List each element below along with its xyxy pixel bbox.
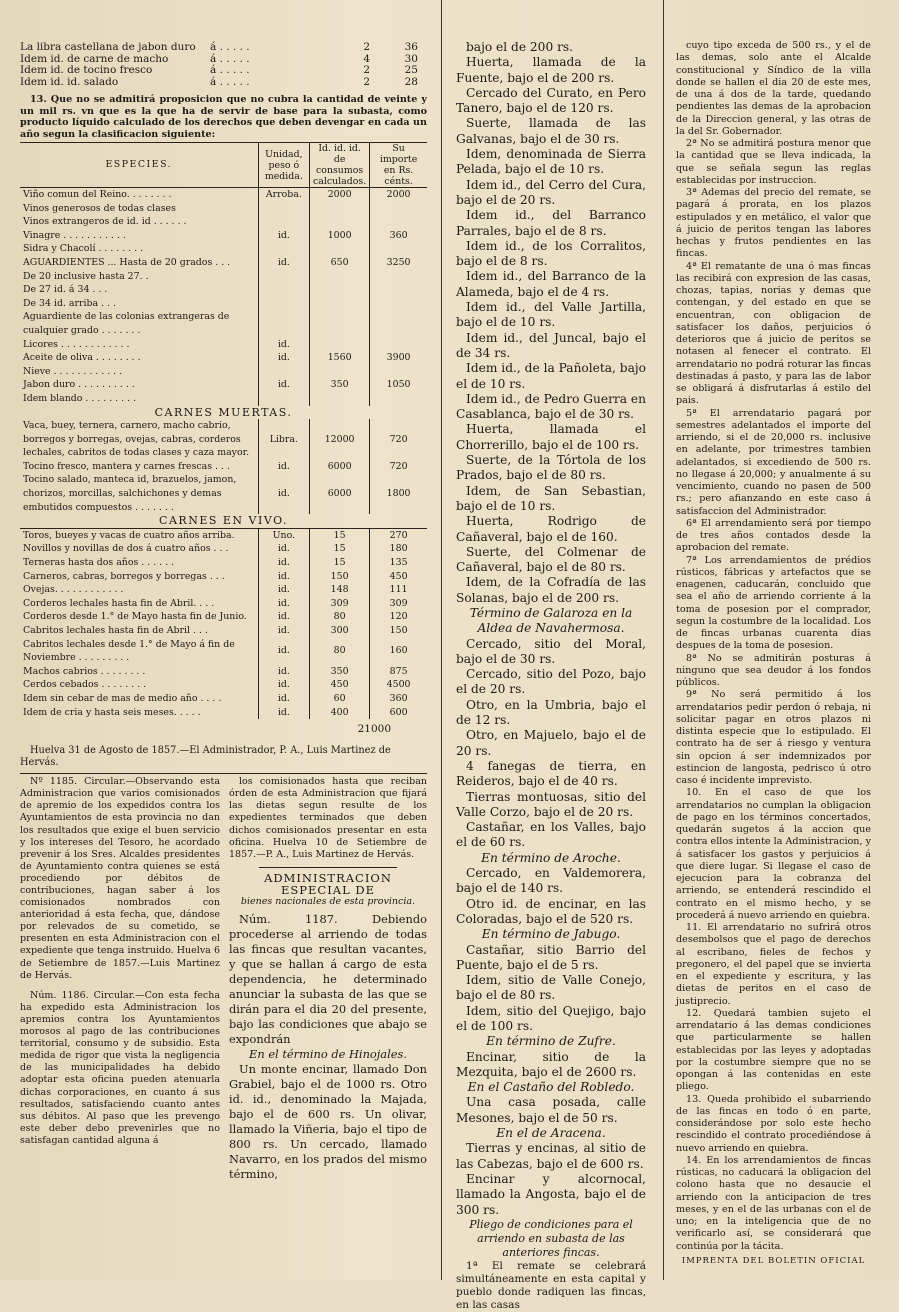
- list-item: 6ª El arrendamiento será por tiempo de tres años contados desde la aprobacion del remate.: [676, 517, 871, 554]
- table-row: [20, 392, 427, 406]
- cell-esp: Terneras hasta dos años . . . . . .: [23, 557, 175, 569]
- condition-13-intro: 13. Que no se admitirá proposicion que no cubra la cantidad de veinte y un mil rs. vn que es la que ha de servir de base para la subasta, como producto líquido calculado de los derechos que deben devengar en cada un año segun la clasificacion siguiente:: [20, 94, 427, 140]
- cell-esp: Aceite de oliva . . . . . . . .: [23, 352, 141, 364]
- list-item: 11. El arrendatario no sufrirá otros desembolsos que el pago de derechos al escribano, fieles de fechos y pregonero, el del papel que se invierta en el expediente y escritura, y las dietas de peritos en el caso de justiprecio.: [676, 922, 871, 1007]
- header-consumos: Id. id. id. de consumos calculados.: [310, 143, 370, 188]
- cell-ids: 15: [310, 542, 370, 556]
- cell-ids: 1000: [310, 229, 370, 243]
- cell-esp: De 34 id. arriba . . .: [23, 297, 116, 309]
- list-item: Suerte, llamada de las Galvanas, bajo el de 30 rs.: [456, 116, 646, 146]
- cell-imp: [370, 338, 427, 352]
- cell-ids: 80: [310, 638, 370, 665]
- column-left: [20, 42, 427, 1280]
- cell-imp: 3250: [370, 256, 427, 270]
- cell-ids: 309: [310, 597, 370, 611]
- cell-imp: 150: [370, 624, 427, 638]
- heading-pliego: Pliego de condiciones para el arriendo en subasta de las anteriores fincas.: [469, 1217, 633, 1259]
- price-line: [20, 42, 427, 54]
- cell-uni: id.: [258, 624, 309, 638]
- price-line-c: 2: [363, 75, 370, 88]
- list-item: Cercado del Curato, en Pero Tanero, bajo el de 120 rs.: [456, 85, 646, 116]
- cell-esp: Sidra y Chacolí . . . . . . . .: [23, 243, 144, 255]
- cell-ids: 2000: [310, 188, 370, 202]
- cell-imp: 120: [370, 610, 427, 624]
- cell-ids: [310, 338, 370, 352]
- cell-ids: 15: [310, 556, 370, 570]
- price-list: [20, 42, 427, 88]
- list-item: 5ª El arrendatario pagará por semestres adelantados el importe del arriendo, si el de 20,000 rs. inclusive en adelante, por trimestres tambien adelantados, si excediendo de 500 rs. no llegase á 20,000; y anualmente á su vencimiento, cuando no pasen de 500 rs.; pero afianzando en este caso á satisfaccion del Administrador.: [676, 407, 871, 517]
- notices-left: [20, 776, 220, 1182]
- table-row: [20, 378, 427, 392]
- list-item: 13. Queda prohibido el subarriendo de las fincas en todo ó en parte, considerándose por solo este hecho rescindido el contrato procediéndose á nuevo arriendo en quiebra.: [676, 1093, 871, 1154]
- cell-imp: 720: [370, 460, 427, 474]
- cell-ids: 1560: [310, 351, 370, 365]
- cell-imp: 360: [370, 692, 427, 706]
- list-item: Encinar, sitio de la Mezquita, bajo el de 2600 rs.: [456, 1049, 646, 1079]
- cell-esp: Vinos generosos de todas clases: [23, 202, 176, 214]
- list-item: Tierras y encinas, al sitio de las Cabezas, bajo el de 600 rs.: [456, 1141, 646, 1171]
- cell-uni: [258, 297, 309, 311]
- admin-header: ADMINISTRACION ESPECIAL DE: [264, 870, 392, 897]
- cell-esp: Vinos extrangeros de id. id . . . . . .: [23, 216, 187, 228]
- cell-uni: id.: [258, 556, 309, 570]
- price-line-b: á . . . . .: [210, 41, 250, 53]
- list-item: 10. En el caso de que los arrendatarios no cumplan la obligacion de pago en los términos concertados, quedarán sugetos á la accion que contra ellos intente la Administracion, y á satisfacer los gastos y perjuicios á que diere lugar. Si llegase el caso de ejecucion para la cobranza del arriendo, se entenderá rescindido el contrato en el mismo hecho, y se procederá á nuevo arriendo en quiebra.: [676, 787, 871, 921]
- cell-esp: Idem de cria y hasta seis meses. . . . .: [23, 706, 201, 718]
- list-item: Idem, de San Sebastian, bajo el de 10 rs.: [456, 483, 646, 513]
- price-line-b: á . . . . .: [210, 64, 250, 76]
- list-item: Suerte, del Colmenar de Cañaveral, bajo el de 80 rs.: [456, 544, 646, 575]
- cell-imp: 309: [370, 597, 427, 611]
- header-especies: ESPECIES.: [20, 143, 258, 188]
- cell-esp: Vinagre . . . . . . . . . . .: [23, 229, 126, 241]
- cell-ids: [310, 242, 370, 256]
- cell-uni: id.: [258, 542, 309, 556]
- list-item: Idem, sitio de Valle Conejo, bajo el de 80 rs.: [456, 973, 646, 1003]
- heading-galaroza: Término de Galaroza en la Aldea de Navahermosa.: [469, 605, 633, 636]
- list-item: Encinar y alcornocal, llamado la Angosta, bajo el de 300 rs.: [456, 1171, 646, 1217]
- cell-uni: Uno.: [258, 528, 309, 542]
- cell-uni: id.: [258, 638, 309, 665]
- price-line-a: Idem id. de tocino fresco: [20, 64, 153, 76]
- table-total: 21000: [357, 723, 391, 736]
- table-row: [20, 188, 427, 202]
- cell-esp: Vaca, buey, ternera, carnero, macho cabrio, borregos y borregas, ovejas, cabras, corderos lechales, cabritos de todas clases y caza mayor.: [23, 420, 250, 459]
- table-row: [20, 624, 427, 638]
- table-row: [20, 473, 427, 514]
- list-item: Cercado, en Valdemorera, bajo el de 140 rs.: [456, 866, 646, 896]
- cell-esp: Tocino salado, manteca id, brazuelos, jamon, chorizos, morcillas, salchichones y demas embutidos compuestos . . . . . . .: [23, 474, 237, 513]
- list-item: 7ª Los arrendamientos de prédios rústicos, fábricas y artefactos que se enagenen, caducarán, concluido que sea el año de arriendo corriente á la toma de posesion por el comprador, segun la costumbre de la localidad. Los de fincas urbanas cuarenta dias despues de la toma de posesion.: [676, 554, 871, 652]
- cell-imp: 4500: [370, 678, 427, 692]
- cell-imp: 360: [370, 229, 427, 243]
- table-row: [20, 638, 427, 665]
- list-item: Idem id., del Barranco de la Alameda, bajo el de 4 rs.: [456, 269, 646, 299]
- list-item: Una casa posada, calle Mesones, bajo el de 50 rs.: [456, 1095, 646, 1125]
- cell-esp: Viño comun del Reino. . . . . . . .: [23, 189, 172, 200]
- list-item: Idem id., del Cerro del Cura, bajo el de 20 rs.: [456, 177, 646, 207]
- cell-esp: De 20 inclusive hasta 27. .: [23, 270, 149, 282]
- column-right: [676, 40, 871, 1278]
- cell-esp: Idem sin cebar de mas de medio año . . . .: [23, 692, 222, 704]
- cell-uni: [258, 202, 309, 216]
- cell-ids: [310, 392, 370, 406]
- cell-esp: Aguardiente de las colonias extrangeras de cualquier grado . . . . . . .: [23, 311, 230, 336]
- cell-ids: 450: [310, 678, 370, 692]
- price-line-a: Idem id. id. salado: [20, 75, 119, 88]
- cell-uni: [258, 365, 309, 379]
- list-item: 2ª No se admitirá postura menor que la cantidad que se lleva indicada, la que se señala segun las reglas establecidas por instruccion.: [676, 138, 871, 186]
- table-row: [20, 365, 427, 379]
- cell-esp: Novillos y novillas de dos á cuatro años . . .: [23, 543, 229, 555]
- cell-esp: Nieve . . . . . . . . . . . .: [23, 365, 123, 377]
- notice-1187: Núm. 1187. Debiendo procederse al arriendo de todas las fincas que resultan vacantes, y que se hallan á cargo de esta dependencia, he determinado anunciar la subasta de las que se dirán para el dia 20 del presente, bajo las condiciones que abajo se expondrán: [229, 912, 427, 1047]
- cell-esp: Cabritos lechales desde 1.° de Mayo á fin de Noviembre . . . . . . . . .: [23, 638, 235, 664]
- table-row: [20, 338, 427, 352]
- list-item: Huerta, Rodrigo de Cañaveral, bajo el de 160.: [456, 514, 646, 544]
- table-row: [20, 597, 427, 611]
- cell-uni: id.: [258, 378, 309, 392]
- cell-uni: id.: [258, 665, 309, 679]
- price-line-d: 25: [404, 64, 418, 76]
- cell-ids: 6000: [310, 460, 370, 474]
- table-row: [20, 229, 427, 243]
- cell-ids: [310, 310, 370, 337]
- cell-ids: 80: [310, 610, 370, 624]
- admin-subheader: bienes nacionales de esta provincia.: [240, 896, 416, 907]
- heading-aroche: En término de Aroche.: [481, 850, 621, 865]
- list-item: Otro, en la Umbria, bajo el de 12 rs.: [456, 697, 646, 728]
- heading-aracena: En el de Aracena.: [496, 1126, 606, 1141]
- cell-imp: [370, 242, 427, 256]
- cell-ids: 148: [310, 583, 370, 597]
- list-item: 14. En los arrendamientos de fincas rústicas, no caducará la obligacion del colono hasta que no desaucie el arriendo con la anticipacion de tres meses, y en el de las urbanas con el de uno; en la inteligencia que de no verificarlo así, se considerará que continúa por la tácita.: [676, 1154, 871, 1252]
- section-title-carnes-muertas: CARNES MUERTAS.: [154, 405, 293, 419]
- cell-ids: [310, 297, 370, 311]
- table-row: [20, 610, 427, 624]
- cell-uni: [258, 310, 309, 337]
- cell-ids: 150: [310, 570, 370, 584]
- list-item: Otro id. de encinar, en las Coloradas, bajo el de 520 rs.: [456, 896, 646, 926]
- notices-right: [229, 776, 427, 1182]
- cell-uni: id.: [258, 706, 309, 720]
- list-item: Idem, de la Cofradía de las Solanas, bajo el de 200 rs.: [456, 575, 646, 605]
- cell-imp: [370, 215, 427, 229]
- cell-esp: AGUARDIENTES ... Hasta de 20 grados . . .: [23, 256, 231, 268]
- table-row: [20, 202, 427, 216]
- cell-esp: Jabon duro . . . . . . . . . .: [23, 379, 135, 391]
- notice-1186-continued: los comisionados hasta que reciban órden de esta Administracion que fijará las dietas segun resulte de los expedientes terminados que deben dichos comisionados presentar en esta oficina. Huelva 10 de Setiembre de 1857.—P. A., Luis Martinez de Hervás.: [229, 776, 427, 860]
- cell-ids: 15: [310, 528, 370, 542]
- list-item: Idem id., del Barranco Parrales, bajo el de 8 rs.: [456, 208, 646, 238]
- cell-uni: id.: [258, 351, 309, 365]
- list-item: 12. Quedará tambien sujeto el arrendatario á las demas condiciones que particularmente se hallen establecidas por las leyes y adoptadas por la costumbre siempre que no se opongan á las contenidas en este pliego.: [676, 1007, 871, 1093]
- cell-ids: 6000: [310, 473, 370, 514]
- table-row: [20, 351, 427, 365]
- cell-imp: [370, 297, 427, 311]
- cell-esp: Carneros, cabras, borregos y borregas . . .: [23, 570, 225, 582]
- notice-1185: Nº 1185. Circular.—Observando esta Administracion que varios comisionados de apremio de los expedidos contra los Ayuntamientos de esta provincia no dan los resultados que exige el buen servicio y los intereses del Tesoro, he acordado prevenir á los Sres. Alcaldes presidentes de Ayuntamiento contra quienes se está procediendo por débitos de contribuciones, hagan saber á los comisionados nombrados con anterioridad á esta fecha, que, dándose por relevados de su cometido, se presenten en esta Administracion con el expediente que tenga instruido. Huelva 6 de Setiembre de 1857.—Luis Martinez de Hervás.: [20, 776, 220, 981]
- price-line-c: 4: [363, 52, 370, 65]
- cell-ids: 350: [310, 665, 370, 679]
- list-item: 8ª No se admitirán posturas á ninguno que sea deudor á los fondos públicos.: [676, 652, 871, 688]
- hinojales-list: Un monte encinar, llamado Don Grabiel, bajo el de 1000 rs. Otro id. id., denominado la Majada, bajo el de 600 rs. Un olivar, llamado la Viñeria, bajo el tipo de 800 rs. Un cercado, llamado Navarro, en los prados del mismo término,: [229, 1062, 427, 1182]
- cell-uni: [258, 283, 309, 297]
- table-row: [20, 242, 427, 256]
- list-item: Idem id., de Pedro Guerra en Casablanca, bajo el de 30 rs.: [456, 391, 646, 422]
- list-item: Idem id., del Valle Jartilla, bajo el de 10 rs.: [456, 300, 646, 330]
- list-item: 9ª No será permitido á los arrendatarios pedir perdon ó rebaja, ni solicitar pagar en otros plazos ni distinta especie que lo estipulado. El contrato ha de ser á riesgo y ventura sin opcion á ser indemnizados por estincion de langosta, pedrisco ú otro caso é incidente imprevisto.: [676, 689, 871, 786]
- list-item: cuyo tipo exceda de 500 rs., y el de las demas, solo ante el Alcalde constitucional y Síndico de la villa donde se hallen el dia 20 de este mes, de una á dos de la tarde, quedando pendientes las demas de la aprobacion de la Direccion general, y las otras de la del Sr. Gobernador.: [676, 40, 871, 137]
- cell-uni: id.: [258, 597, 309, 611]
- cell-uni: [258, 392, 309, 406]
- cell-ids: 60: [310, 692, 370, 706]
- price-line-c: 2: [363, 41, 370, 53]
- cell-imp: 875: [370, 665, 427, 679]
- cell-esp: Toros, bueyes y vacas de cuatro años arriba.: [23, 529, 235, 541]
- cell-esp: Cerdos cebados . . . . . . . .: [23, 679, 147, 691]
- price-line: [20, 65, 427, 77]
- table-row: [20, 583, 427, 597]
- list-item: Suerte, de la Tórtola de los Prados, bajo el de 80 rs.: [456, 453, 646, 483]
- table-row: [20, 528, 427, 542]
- list-item: 4 fanegas de tierra, en Reideros, bajo el de 40 rs.: [456, 758, 646, 789]
- cell-ids: 400: [310, 706, 370, 720]
- table-row: [20, 570, 427, 584]
- cell-imp: 3900: [370, 351, 427, 365]
- cell-imp: 111: [370, 583, 427, 597]
- cell-imp: 450: [370, 570, 427, 584]
- heading-hinojales: En el término de Hinojales.: [249, 1047, 407, 1062]
- list-item: Castañar, en los Valles, bajo el de 60 rs.: [456, 820, 646, 850]
- list-item: Idem id., de los Corralitos, bajo el de 8 rs.: [456, 238, 646, 269]
- notices-block: [20, 776, 427, 1182]
- list-item: Idem, denominada de Sierra Pelada, bajo el de 10 rs.: [456, 147, 646, 177]
- list-item: Huerta, llamada de la Fuente, bajo el de 200 rs.: [456, 55, 646, 85]
- cell-uni: [258, 242, 309, 256]
- section-title-carnes-en-vivo: CARNES EN VIVO.: [20, 514, 427, 528]
- cell-esp: Corderos desde 1.° de Mayo hasta fin de Junio.: [23, 611, 247, 623]
- cell-imp: [370, 283, 427, 297]
- table-row: [20, 310, 427, 337]
- price-line-c: 2: [363, 64, 370, 76]
- cell-imp: [370, 365, 427, 379]
- price-line-d: 36: [404, 41, 418, 53]
- column-middle: [456, 40, 646, 1311]
- cell-uni: id.: [258, 570, 309, 584]
- cell-esp: Corderos lechales hasta fin de Abril. . . .: [23, 597, 215, 609]
- table-row: [20, 419, 427, 460]
- cell-ids: 650: [310, 256, 370, 270]
- header-unidad: Unidad, peso ó medida.: [258, 143, 309, 188]
- cell-imp: 270: [370, 528, 427, 542]
- column-divider: [441, 0, 442, 1280]
- list-item: Huerta, llamada el Chorrerillo, bajo el de 100 rs.: [456, 422, 646, 452]
- table-row: [20, 215, 427, 229]
- table-row: [20, 283, 427, 297]
- heading-jabugo: En término de Jabugo.: [481, 927, 621, 942]
- table-row: [20, 678, 427, 692]
- price-line-b: á . . . . .: [210, 75, 250, 88]
- cell-uni: [258, 270, 309, 284]
- condition-1: 1ª El remate se celebrará simultáneamente en esta capital y pueblo donde radiquen las fincas, en las casas: [456, 1259, 646, 1311]
- table-row: [20, 297, 427, 311]
- cell-ids: [310, 270, 370, 284]
- heading-castano: En el Castaño del Robledo.: [467, 1080, 635, 1095]
- list-item: bajo el de 200 rs.: [466, 40, 574, 54]
- price-line-d: 28: [404, 75, 418, 88]
- cell-imp: 1800: [370, 473, 427, 514]
- cell-uni: [258, 215, 309, 229]
- cell-ids: [310, 215, 370, 229]
- cell-imp: [370, 202, 427, 216]
- list-item: Otro, en Majuelo, bajo el de 20 rs.: [456, 728, 646, 758]
- price-line-d: 30: [404, 52, 418, 65]
- cell-imp: 600: [370, 706, 427, 720]
- cell-uni: id.: [258, 692, 309, 706]
- list-item: Idem id., del Juncal, bajo el de 34 rs.: [456, 330, 646, 360]
- signature-line: Huelva 31 de Agosto de 1857.—El Administrador, P. A., Luis Martinez de Hervás.: [20, 745, 391, 769]
- cell-ids: 350: [310, 378, 370, 392]
- cell-ids: [310, 365, 370, 379]
- cell-imp: 720: [370, 419, 427, 460]
- cell-ids: [310, 202, 370, 216]
- list-item: Tierras montuosas, sitio del Valle Corzo, bajo el de 20 rs.: [456, 789, 646, 819]
- cell-ids: 300: [310, 624, 370, 638]
- cell-imp: 2000: [370, 188, 427, 202]
- cell-uni: id.: [258, 338, 309, 352]
- cell-imp: [370, 392, 427, 406]
- price-line-b: á . . . . .: [210, 52, 250, 65]
- table-row: [20, 542, 427, 556]
- cell-imp: 160: [370, 638, 427, 665]
- cell-ids: 12000: [310, 419, 370, 460]
- list-item: Castañar, sitio Barrio del Puente, bajo el de 5 rs.: [456, 942, 646, 972]
- table-row: [20, 270, 427, 284]
- cell-uni: id.: [258, 229, 309, 243]
- list-item: 3ª Ademas del precio del remate, se pagará á prorata, en los plazos estipulados y en metálico, el valor que á juicio de peritos tengan las labores hechas y frutos pendientes en las fincas.: [676, 187, 871, 260]
- table-row: [20, 556, 427, 570]
- table-row: [20, 256, 427, 270]
- cell-esp: Machos cabrios . . . . . . . .: [23, 665, 146, 677]
- divider: [259, 867, 397, 868]
- list-item: Cercado, sitio del Pozo, bajo el de 20 rs.: [456, 667, 646, 697]
- list-item: Idem, sitio del Quejigo, bajo el de 100 rs.: [456, 1003, 646, 1033]
- cell-uni: Arroba.: [258, 188, 309, 202]
- table-row: [20, 665, 427, 679]
- cell-esp: De 27 id. á 34 . . .: [23, 284, 108, 296]
- cell-uni: id.: [258, 610, 309, 624]
- heading-zufre: En término de Zufre.: [486, 1034, 616, 1049]
- table-row: [20, 460, 427, 474]
- cell-esp: Idem blando . . . . . . . . .: [23, 392, 137, 404]
- price-line-a: Idem id. de carne de macho: [20, 52, 169, 65]
- cell-uni: id.: [258, 473, 309, 514]
- cell-imp: [370, 310, 427, 337]
- cell-uni: Libra.: [258, 419, 309, 460]
- table-row: [20, 692, 427, 706]
- cell-imp: 135: [370, 556, 427, 570]
- notice-1186: Núm. 1186. Circular.—Con esta fecha ha expedido esta Administracion los apremios contra los Ayuntamientos morosos al pago de las contribuciones territorial, consumo y de subsidio. Esta medida de rigor que vista la negligencia de las municipalidades ha debido adoptar esta oficina pueden atenuarla dichas corporaciones, en cuanto á sus resultados, satisfaciendo cuanto antes sus débitos. Al paso que les prevengo este deber debo prevenirles que no satisfagan cantidad alguna á: [20, 989, 220, 1146]
- cell-imp: 180: [370, 542, 427, 556]
- header-importe: Su importe en Rs. cénts.: [370, 143, 427, 188]
- table-row: [20, 706, 427, 720]
- cell-uni: id.: [258, 256, 309, 270]
- cell-imp: [370, 270, 427, 284]
- tariff-table: [20, 142, 427, 719]
- list-item: Cercado, sitio del Moral, bajo el de 30 rs.: [456, 636, 646, 666]
- divider: [20, 773, 427, 774]
- column-divider: [663, 0, 664, 1280]
- cell-uni: id.: [258, 678, 309, 692]
- price-line: [20, 77, 427, 89]
- list-item: Idem id., de la Pañoleta, bajo el de 10 rs.: [456, 361, 646, 391]
- cell-uni: id.: [258, 460, 309, 474]
- list-item: 4ª El rematante de una ó mas fincas las recibirá con expresion de las casas, chozas, tapias, norias y demas que contengan, y del estado en que se encuentran, con obligacion de satisfacer los daños, perjuicios ó deterioros que á juicio de peritos se notasen al fenecer el contrato. El arrendatario no podrá roturar las fincas destinadas á pasto, y para las de labor se obligará á disfrutarlas á estilo del pais.: [676, 260, 871, 407]
- cell-esp: Ovejas. . . . . . . . . . . .: [23, 584, 124, 596]
- cell-esp: Licores . . . . . . . . . . . .: [23, 338, 130, 350]
- cell-uni: id.: [258, 583, 309, 597]
- cell-esp: Cabritos lechales hasta fin de Abril . . .: [23, 625, 208, 636]
- cell-ids: [310, 283, 370, 297]
- imprint-footer: IMPRENTA DEL BOLETIN OFICIAL: [681, 1255, 866, 1266]
- cell-imp: 1050: [370, 378, 427, 392]
- cell-esp: Tocino fresco, mantera y carnes frescas . . .: [23, 460, 230, 472]
- price-line-a: La libra castellana de jabon duro: [20, 41, 196, 53]
